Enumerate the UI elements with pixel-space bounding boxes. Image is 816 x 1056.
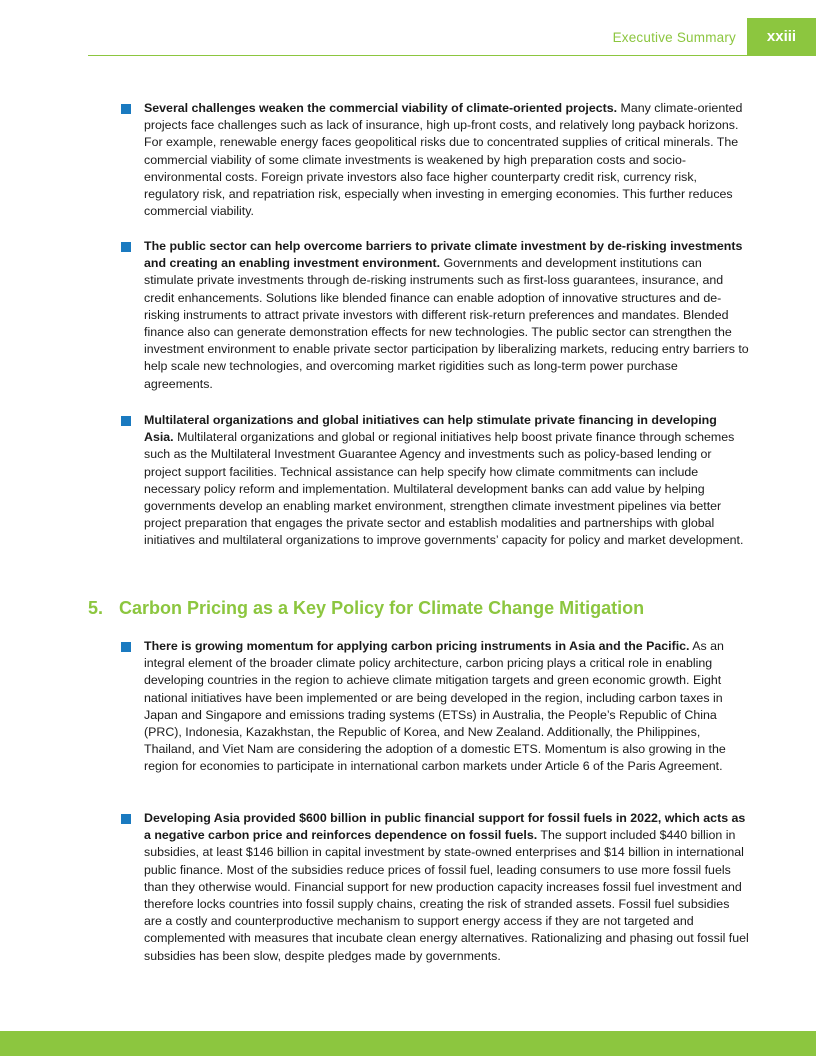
section-number: 5. — [88, 598, 104, 618]
footer-band — [0, 1031, 816, 1056]
bullet-text — [144, 638, 749, 776]
square-bullet-icon — [121, 242, 131, 252]
bullet-lead: There is growing momentum for applying carbon pricing instruments in Asia and the Pacific. — [144, 639, 690, 653]
square-bullet-icon — [121, 814, 131, 824]
bullet-lead: Developing Asia provided $600 billion in public financial support for fossil fuels in 2022, which acts as a negative carbon price and reinforces dependence on fossil fuels. — [144, 811, 746, 843]
square-bullet-icon — [121, 104, 131, 114]
bullet-text — [144, 810, 749, 965]
bullet-text — [144, 238, 749, 393]
bullet-lead: Multilateral organizations and global initiatives can help stimulate private financing in developing Asia. — [144, 413, 717, 445]
bullet-body: Governments and development institutions can stimulate private investments through de-risking instruments such as first-loss guarantees, insurance, and credit enhancements. Solutions like blended finance can enable adoption of innovative structures and de-risking instruments to attract private investors with different risk-return preferences and mandates. Blended finance also can generate demonstration effects for new technologies. The public sector can strengthen the investment environment to enable private sector participation by liberalizing markets, reducing entry barriers to help scale new technologies, and overcoming market rigidities such as long-term power purchase agreements. — [144, 256, 749, 391]
section-heading — [88, 598, 768, 619]
bullet-text — [144, 100, 749, 220]
bullet-body: The support included $440 billion in subsidies, at least $146 billion in capital investment by state-owned enterprises and $14 billion in international public finance. Most of the subsidies reduce prices of fossil fuel, leading consumers to use more fossil fuels than they otherwise would. Financial support for new production capacity increases fossil fuel investment and therefore locks countries into fossil supply chains, creating the risk of stranded assets. Fossil fuel subsidies are a costly and counterproductive mechanism to support energy access if they are not targeted and complemented with measures that incubate clean energy alternatives. Rationalizing and phasing out fossil fuel subsidies has been slow, despite pledges made by governments. — [144, 828, 749, 963]
section-title: Carbon Pricing as a Key Policy for Climate Change Mitigation — [119, 598, 645, 618]
running-header-title: Executive Summary — [612, 30, 736, 45]
bullet-body: As an integral element of the broader climate policy architecture, carbon pricing plays a critical role in enabling developing countries in the region to achieve climate mitigation targets and green economic growth. Eight national initiatives have been implemented or are being developed in the region, including carbon taxes in Japan and Singapore and emissions trading systems (ETSs) in Australia, the People’s Republic of China (PRC), Indonesia, Kazakhstan, the Republic of Korea, and New Zealand. Additionally, the Philippines, Thailand, and Viet Nam are considering the adoption of a domestic ETS. Momentum is also growing in the region for economies to participate in international carbon markets under Article 6 of the Paris Agreement. — [144, 639, 726, 774]
bullet-text — [144, 412, 749, 550]
page-number: xxiii — [766, 28, 797, 45]
bullet-body: Multilateral organizations and global or regional initiatives help boost private finance through schemes such as the Multilateral Investment Guarantee Agency and investments such as policy-based lending or project support facilities. Technical assistance can help specify how climate commitments can include necessary policy reform and implementation. Multilateral development banks can add value by helping governments develop an enabling market environment, strengthen climate investment pipelines via better project preparation that engages the private sector and establish modalities and partnerships with global initiatives and multilateral organizations to improve governments’ capacity for policy and market development. — [144, 430, 744, 548]
bullet-lead: The public sector can help overcome barriers to private climate investment by de-risking investments and creating an enabling investment environment. — [144, 239, 743, 271]
bullet-body: Many climate-oriented projects face challenges such as lack of insurance, high up-front costs, and relatively long payback horizons. For example, renewable energy faces geopolitical risks due to concentrated supplies of critical minerals. The commercial viability of some climate investments is weakened by high preparation costs and socio-environmental costs. Foreign private investors also face higher counterparty credit risk, currency risk, regulatory risk, and repatriation risk, especially when investing in emerging economies. This further reduces commercial viability. — [144, 101, 743, 219]
square-bullet-icon — [121, 642, 131, 652]
page-number-badge — [747, 18, 816, 55]
square-bullet-icon — [121, 416, 131, 426]
header-rule — [88, 55, 816, 56]
bullet-lead: Several challenges weaken the commercial viability of climate-oriented projects. — [144, 101, 618, 115]
